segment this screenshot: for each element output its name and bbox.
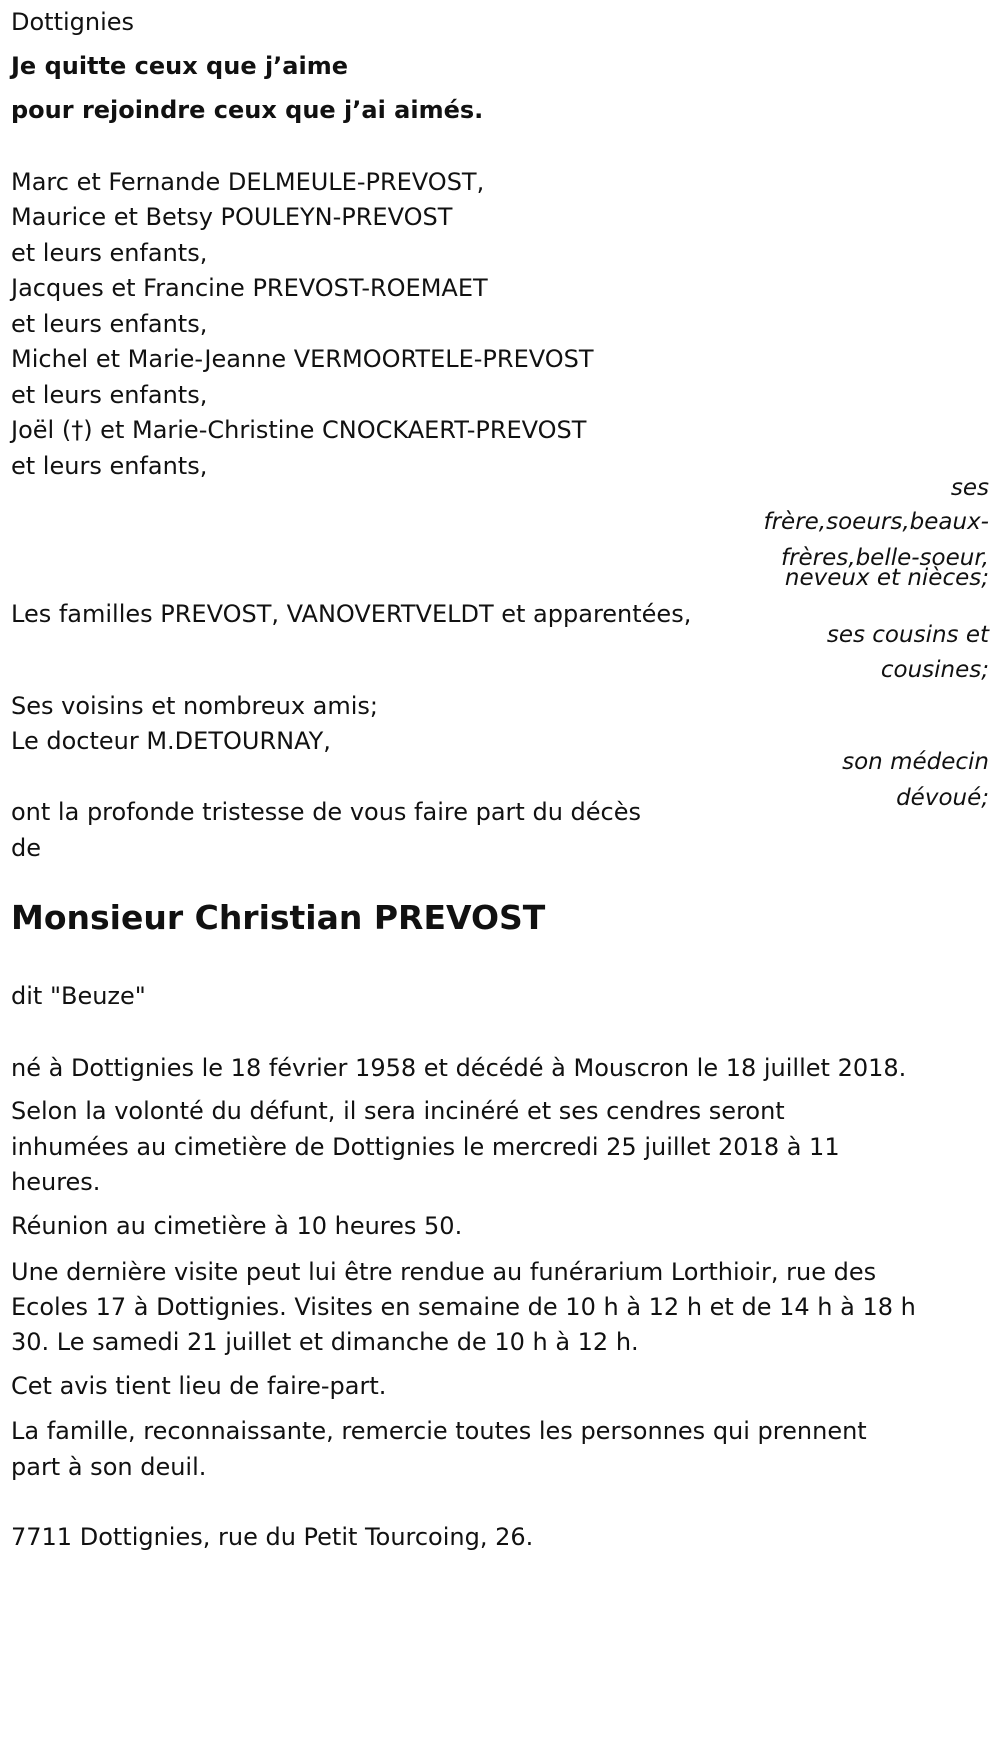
body-line: inhumées au cimetière de Dottignies le mercredi 25 juillet 2018 à 11 [11,1133,840,1161]
neighbours-line: Ses voisins et nombreux amis; [11,692,379,720]
body-line: Une dernière visite peut lui être rendue au funérarium Lorthioir, rue des [11,1258,877,1286]
body-line: né à Dottignies le 18 février 1958 et décédé à Mouscron le 18 juillet 2018. [11,1054,907,1082]
relation-cousins: cousines; [880,657,989,683]
doctor-line: Le docteur M.DETOURNAY, [11,727,331,755]
quote-line: pour rejoindre ceux que j’ai aimés. [11,96,484,124]
family-line: Michel et Marie-Jeanne VERMOORTELE-PREVOST [11,345,594,373]
nickname: dit "Beuze" [11,982,146,1010]
family-line: et leurs enfants, [11,239,208,267]
body-line: Ecoles 17 à Dottignies. Visites en semaine de 10 h à 12 h et de 14 h à 18 h [11,1293,916,1321]
body-line: 30. Le samedi 21 juillet et dimanche de 10 h à 12 h. [11,1328,639,1356]
relation-siblings: frère,soeurs,beaux- [763,509,989,535]
relation-siblings: neveux et nièces; [784,565,989,591]
deceased-name: Monsieur Christian PREVOST [11,898,546,937]
announce-line: de [11,834,41,862]
family-line: Marc et Fernande DELMEULE-PREVOST, [11,168,485,196]
relation-siblings: frères,belle-soeur, [780,545,989,571]
relation-siblings: ses [950,475,989,501]
relation-cousins: ses cousins et [826,622,989,648]
family-line: et leurs enfants, [11,310,208,338]
relation-doctor: dévoué; [896,785,989,811]
body-line: heures. [11,1168,101,1196]
body-line: La famille, reconnaissante, remercie toutes les personnes qui prennent [11,1417,867,1445]
family-line: Maurice et Betsy POULEYN-PREVOST [11,203,453,231]
family-line: Joël (†) et Marie-Christine CNOCKAERT-PREVOST [11,416,587,444]
address: 7711 Dottignies, rue du Petit Tourcoing, 26. [11,1523,534,1551]
relation-doctor: son médecin [842,749,989,775]
body-line: Réunion au cimetière à 10 heures 50. [11,1212,463,1240]
body-line: part à son deuil. [11,1453,207,1481]
body-line: Selon la volonté du défunt, il sera incinéré et ses cendres seront [11,1097,785,1125]
place: Dottignies [11,8,135,36]
family-line: et leurs enfants, [11,452,208,480]
announce-line: ont la profonde tristesse de vous faire part du décès [11,798,641,826]
family-line: et leurs enfants, [11,381,208,409]
families-line: Les familles PREVOST, VANOVERTVELDT et apparentées, [11,600,692,628]
quote-line: Je quitte ceux que j’aime [11,52,349,80]
body-line: Cet avis tient lieu de faire-part. [11,1372,387,1400]
family-line: Jacques et Francine PREVOST-ROEMAET [11,274,488,302]
